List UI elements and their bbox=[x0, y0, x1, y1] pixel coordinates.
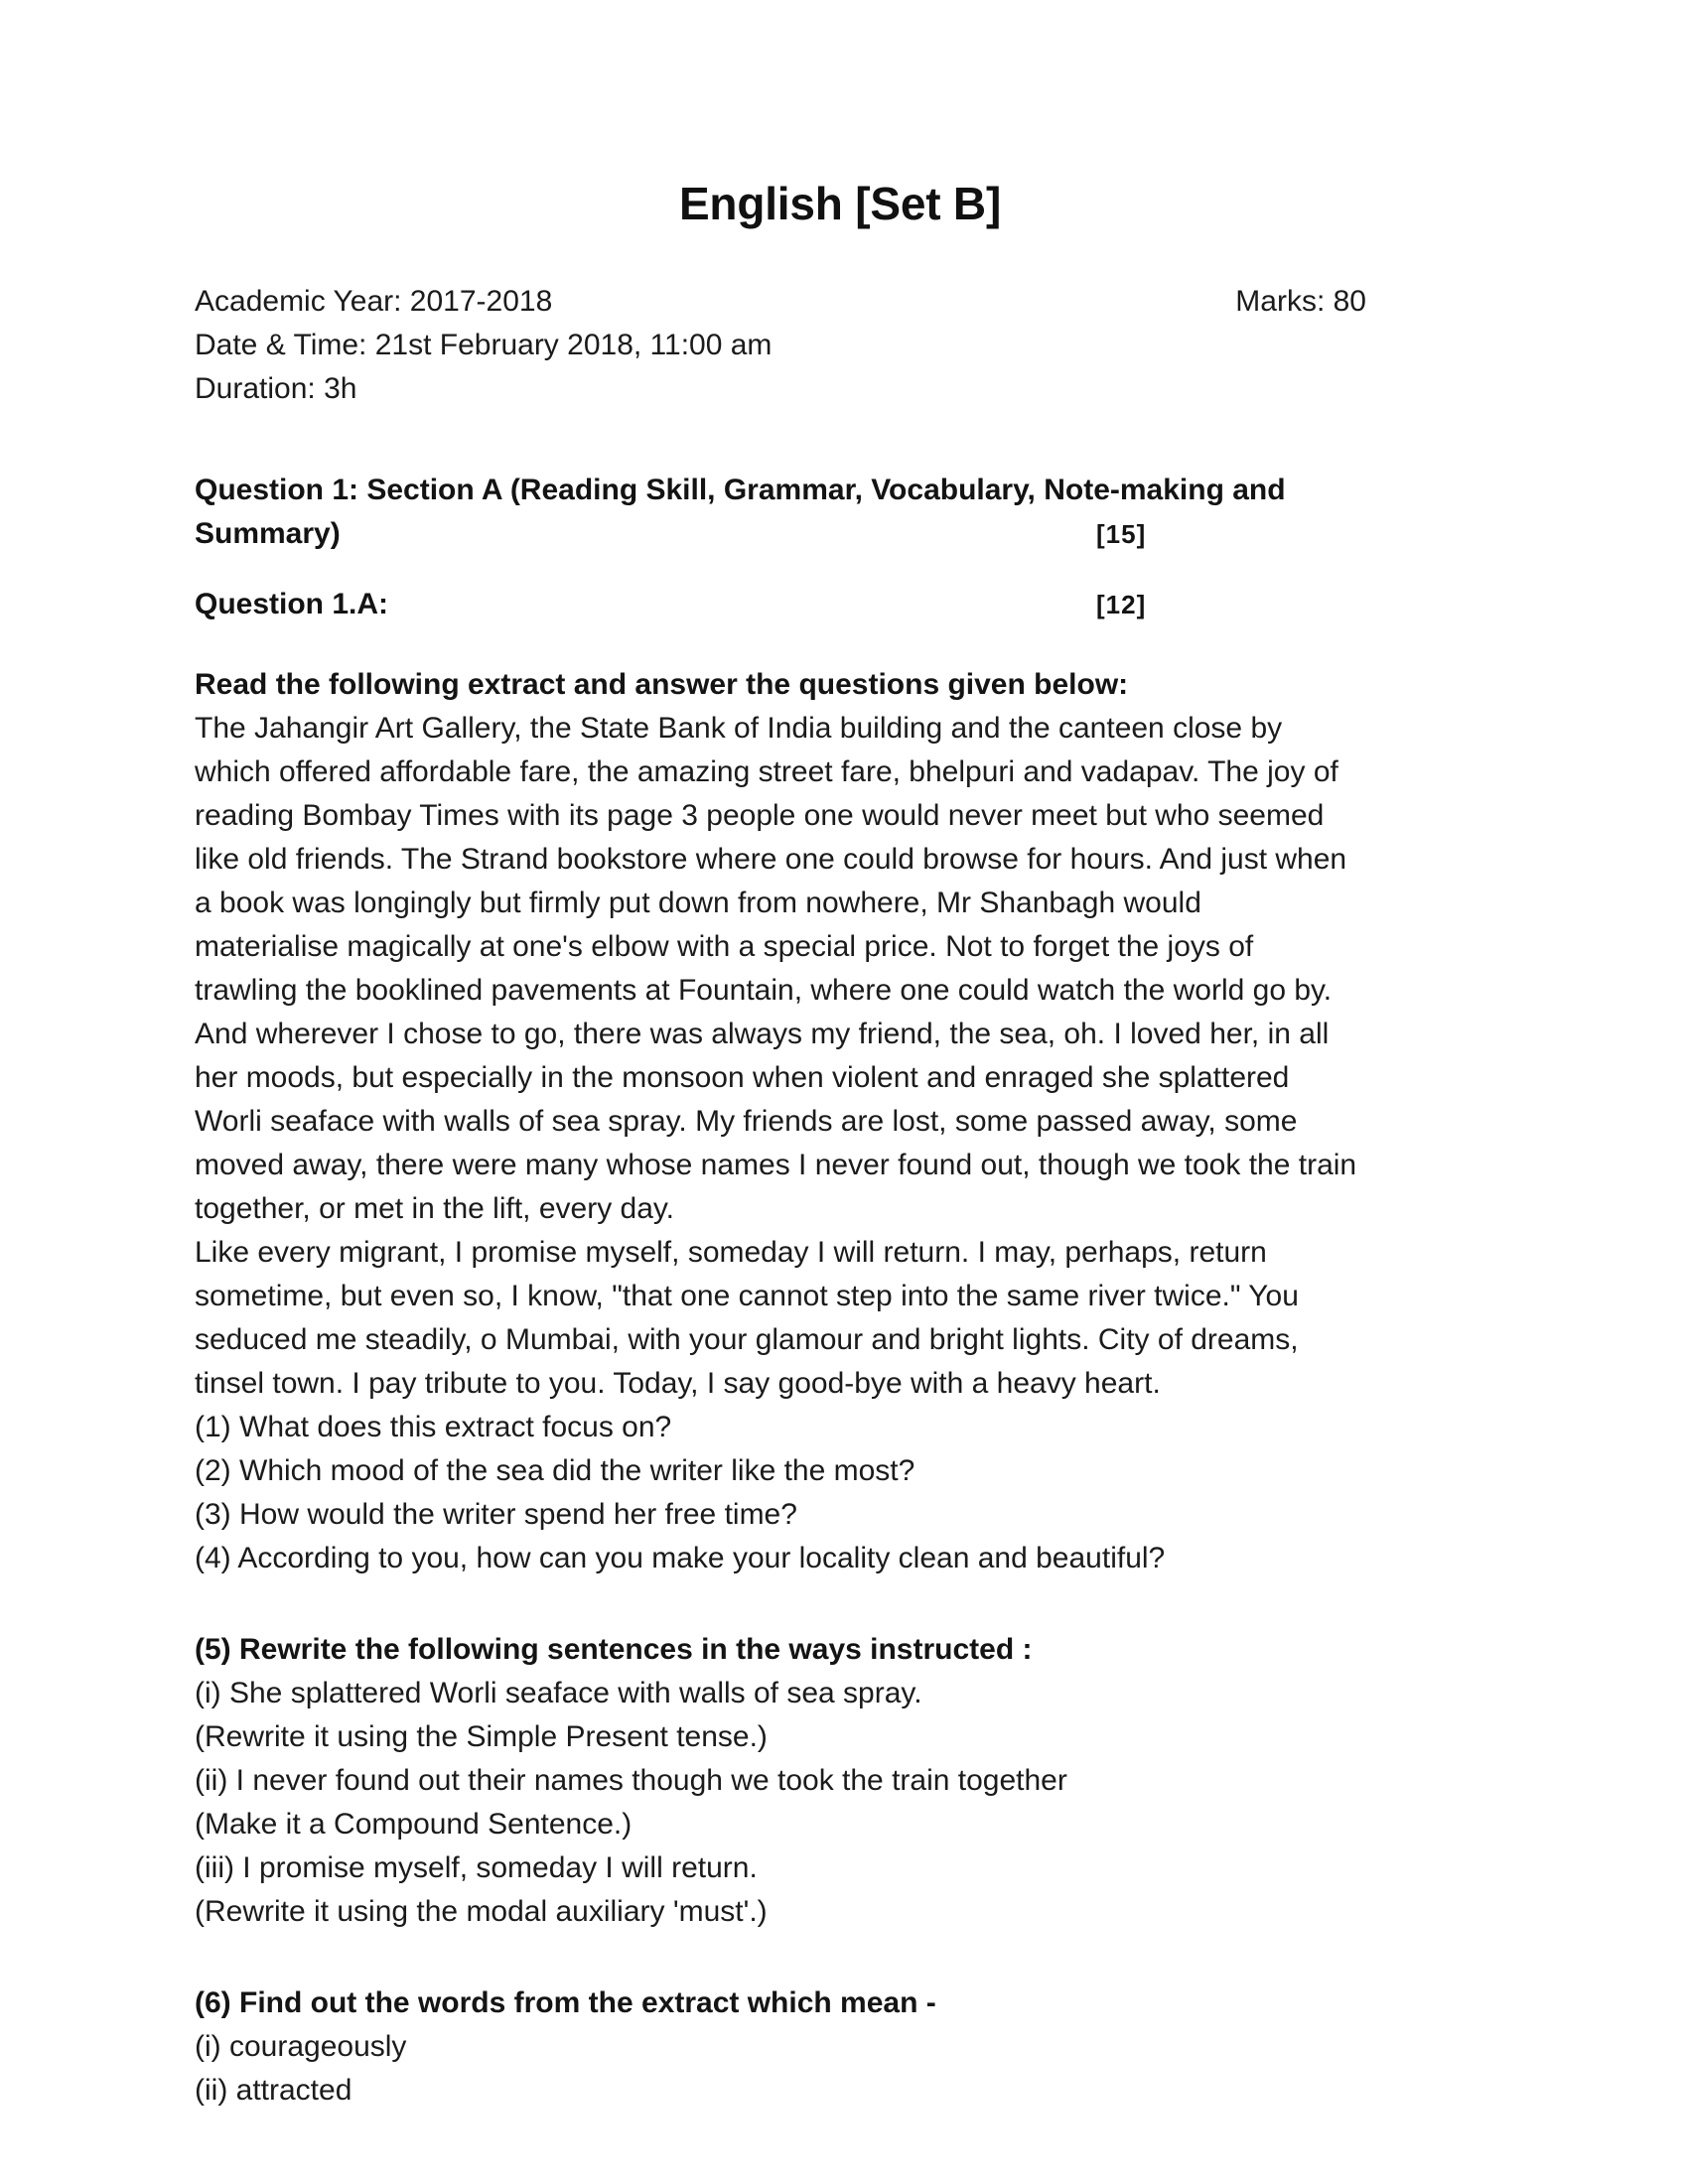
duration-label: Duration: 3h bbox=[195, 372, 357, 405]
metadata-row-academic-year bbox=[195, 280, 1485, 324]
extract-line: reading Bombay Times with its page 3 people one would never meet but who seemed bbox=[195, 799, 1325, 832]
extract-line: her moods, but especially in the monsoon when violent and enraged she splattered bbox=[195, 1061, 1290, 1094]
question-5-heading: (5) Rewrite the following sentences in the ways instructed : bbox=[195, 1633, 1033, 1666]
extract-paragraph-1 bbox=[195, 707, 1485, 1231]
sub-question-item: (3) How would the writer spend her free time? bbox=[195, 1498, 797, 1531]
extract-line: a book was longingly but firmly put down from nowhere, Mr Shanbagh would bbox=[195, 887, 1201, 919]
reading-extract-section bbox=[195, 663, 1485, 2113]
question-5-item: (ii) I never found out their names though we took the train together bbox=[195, 1764, 1067, 1797]
extract-line: And wherever I chose to go, there was always my friend, the sea, oh. I loved her, in all bbox=[195, 1018, 1330, 1050]
extract-line: Like every migrant, I promise myself, someday I will return. I may, perhaps, return bbox=[195, 1236, 1267, 1269]
reading-instruction: Read the following extract and answer the questions given below: bbox=[195, 668, 1129, 701]
page-title: English [Set B] bbox=[678, 178, 1002, 229]
extract-line: together, or met in the lift, every day. bbox=[195, 1192, 675, 1225]
date-time-label: Date & Time: 21st February 2018, 11:00 am bbox=[195, 329, 773, 361]
question-1-heading-line-2: Summary) bbox=[195, 517, 341, 550]
sub-questions-list bbox=[195, 1406, 1485, 1580]
question-1a-block bbox=[195, 583, 1485, 626]
extract-line: seduced me steadily, o Mumbai, with your glamour and bright lights. City of dreams, bbox=[195, 1323, 1299, 1356]
extract-line: like old friends. The Strand bookstore where one could browse for hours. And just when bbox=[195, 843, 1347, 876]
extract-line: sometime, but even so, I know, "that one cannot step into the same river twice." You bbox=[195, 1280, 1299, 1312]
exam-metadata bbox=[195, 280, 1485, 411]
metadata-row-date-time bbox=[195, 324, 1485, 367]
question-6-item: (ii) attracted bbox=[195, 2074, 352, 2107]
question-5-item: (iii) I promise myself, someday I will return. bbox=[195, 1851, 758, 1884]
question-6-item: (i) courageously bbox=[195, 2030, 407, 2063]
metadata-row-duration bbox=[195, 367, 1485, 411]
extract-line: materialise magically at one's elbow with a special price. Not to forget the joys of bbox=[195, 930, 1254, 963]
question-1a-marks: [12] bbox=[1096, 590, 1147, 619]
sub-question-item: (1) What does this extract focus on? bbox=[195, 1411, 672, 1443]
extract-line: tinsel town. I pay tribute to you. Today, I say good-bye with a heavy heart. bbox=[195, 1367, 1161, 1400]
extract-line: The Jahangir Art Gallery, the State Bank of India building and the canteen close by bbox=[195, 712, 1283, 745]
extract-paragraph-2 bbox=[195, 1231, 1485, 1406]
question-1-heading-line-1: Question 1: Section A (Reading Skill, Grammar, Vocabulary, Note-making and bbox=[195, 474, 1286, 506]
extract-line: moved away, there were many whose names I never found out, though we took the train bbox=[195, 1149, 1357, 1181]
extract-line: Worli seaface with walls of sea spray. My friends are lost, some passed away, some bbox=[195, 1105, 1298, 1138]
question-6-heading: (6) Find out the words from the extract which mean - bbox=[195, 1986, 936, 2019]
section-spacer bbox=[195, 1580, 1485, 1628]
question-5-block bbox=[195, 1628, 1485, 1934]
question-5-item: (i) She splattered Worli seaface with walls of sea spray. bbox=[195, 1677, 922, 1709]
total-marks-label: Marks: 80 bbox=[1235, 285, 1366, 318]
section-spacer bbox=[195, 1934, 1485, 1981]
sub-question-item: (4) According to you, how can you make your locality clean and beautiful? bbox=[195, 1542, 1166, 1574]
extract-line: trawling the booklined pavements at Fountain, where one could watch the world go by. bbox=[195, 974, 1333, 1007]
question-1a-heading bbox=[195, 583, 1346, 626]
sub-question-item: (2) Which mood of the sea did the writer like the most? bbox=[195, 1454, 915, 1487]
question-6-block bbox=[195, 1981, 1485, 2113]
question-1-marks: [15] bbox=[1096, 519, 1147, 549]
question-1-block bbox=[195, 469, 1485, 556]
question-1-heading bbox=[195, 469, 1346, 556]
extract-line: which offered affordable fare, the amazing street fare, bhelpuri and vadapav. The joy of bbox=[195, 755, 1338, 788]
question-5-item: (Rewrite it using the Simple Present tense.) bbox=[195, 1720, 768, 1753]
question-1a-heading-label: Question 1.A: bbox=[195, 588, 389, 620]
question-5-item: (Make it a Compound Sentence.) bbox=[195, 1808, 633, 1841]
academic-year-label: Academic Year: 2017-2018 bbox=[195, 285, 553, 318]
question-5-item: (Rewrite it using the modal auxiliary 'must'.) bbox=[195, 1895, 768, 1928]
